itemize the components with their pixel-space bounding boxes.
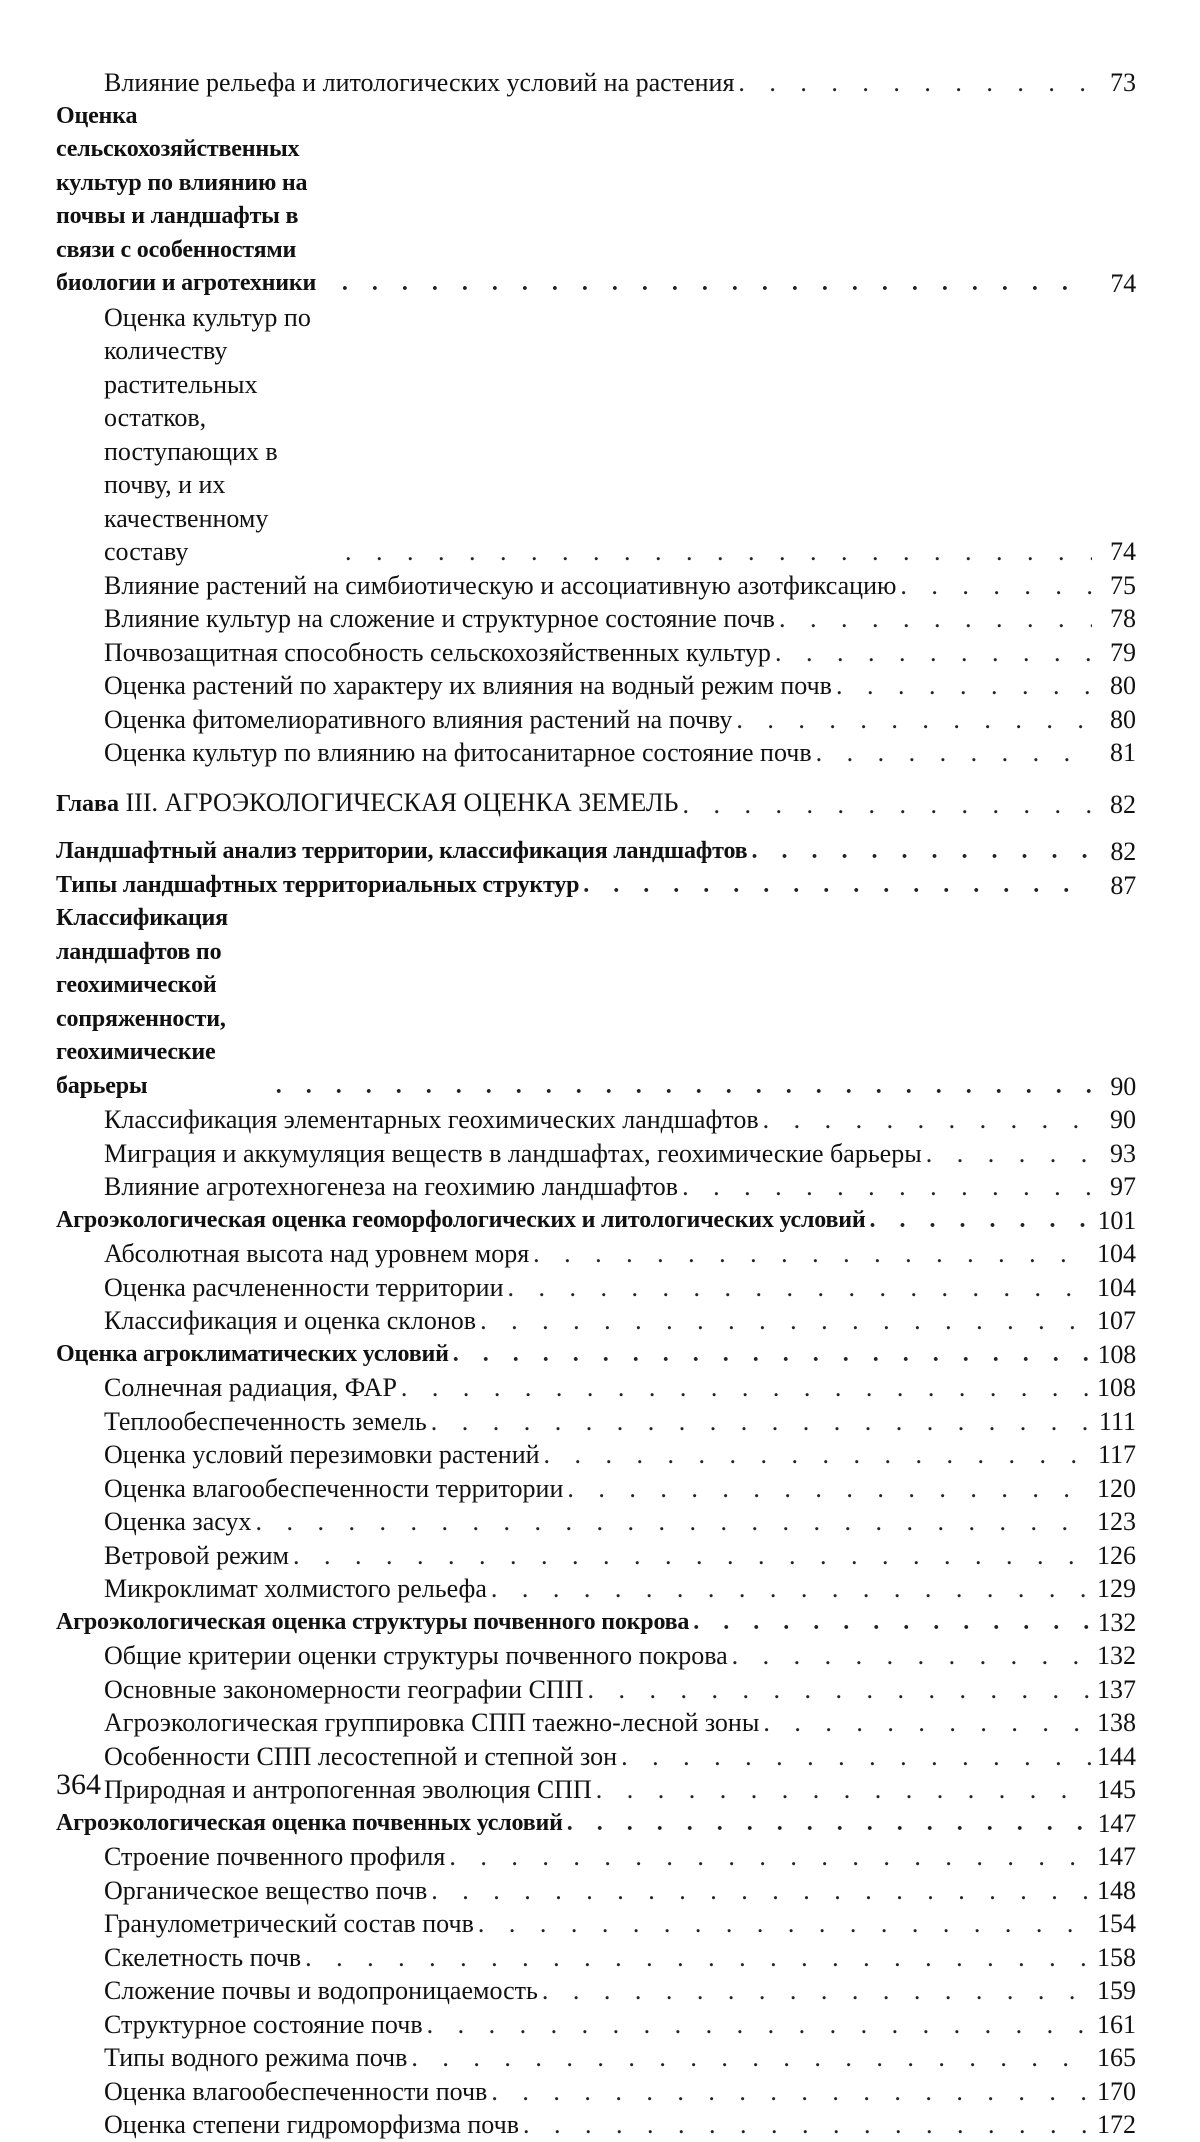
- dot-leader: [491, 2075, 1091, 2109]
- toc-entry: [56, 736, 1136, 770]
- dot-leader: [453, 1338, 1092, 1372]
- dot-leader: [682, 788, 1092, 822]
- dot-leader: [542, 1974, 1091, 2008]
- toc-entry-page: 120: [1097, 1472, 1136, 1506]
- chapter-title: [56, 786, 678, 822]
- toc-entry-title: Влияние рельефа и литологических условий на растения: [104, 66, 734, 100]
- toc-entry: [56, 1740, 1136, 1774]
- toc-entry-title: Строение почвенного профиля: [104, 1840, 445, 1874]
- dot-leader: [900, 569, 1092, 603]
- toc-entry-page: 165: [1097, 2041, 1136, 2075]
- toc-entry: [56, 1271, 1136, 1305]
- dot-leader: [507, 1271, 1091, 1305]
- toc-entry: [56, 1405, 1136, 1439]
- toc-entry-title: Структурное состояние почв: [104, 2008, 423, 2042]
- toc-entry: [56, 1773, 1136, 1807]
- dot-leader: [544, 1438, 1092, 1472]
- toc-entry-page: 126: [1097, 1539, 1136, 1573]
- toc-entry: [56, 703, 1136, 737]
- toc-entry-page: 104: [1097, 1237, 1136, 1271]
- toc-entry-page: 158: [1097, 1941, 1136, 1975]
- toc-entry-page: 74: [1098, 535, 1136, 569]
- toc-entry-title: Оценка влагообеспеченности почв: [104, 2075, 487, 2109]
- toc-entry-page: 93: [1098, 1137, 1136, 1171]
- toc-entry: [56, 1371, 1136, 1405]
- toc-entry: [56, 1639, 1136, 1673]
- dot-leader: [736, 703, 1092, 737]
- toc-entry: [56, 1539, 1136, 1573]
- toc-entry-title: Оценка влагообеспеченности территории: [104, 1472, 563, 1506]
- toc-entry: [56, 2108, 1136, 2142]
- toc-entry-page: 132: [1098, 1606, 1136, 1640]
- toc-entry: [56, 66, 1136, 100]
- toc-entry-page: 90: [1098, 1070, 1136, 1104]
- toc-entry-page: 82: [1098, 835, 1136, 869]
- dot-leader: [480, 1304, 1091, 1338]
- table-of-contents: [56, 66, 1136, 2142]
- toc-entry-title: Оценка растений по характеру их влияния на водный режим почв: [104, 669, 832, 703]
- toc-entry: [56, 2075, 1136, 2109]
- toc-entry: [56, 2041, 1136, 2075]
- toc-chapter-entry: [56, 788, 1136, 822]
- toc-entry-page: 97: [1098, 1170, 1136, 1204]
- page-number: 364: [56, 1768, 101, 1802]
- toc-entry-page: 108: [1098, 1338, 1136, 1372]
- dot-leader: [491, 1572, 1091, 1606]
- dot-leader: [342, 267, 1092, 301]
- chapter-label: Глава: [56, 791, 119, 817]
- toc-entry-page: 75: [1098, 569, 1136, 603]
- toc-entry-page: 81: [1098, 736, 1136, 770]
- toc-entry-page: 73: [1098, 66, 1136, 100]
- toc-entry: [56, 1505, 1136, 1539]
- toc-entry-page: 137: [1097, 1673, 1136, 1707]
- toc-entry-page: 154: [1097, 1907, 1136, 1941]
- toc-entry-page: 107: [1097, 1304, 1136, 1338]
- toc-entry-page: 159: [1097, 1974, 1136, 2008]
- toc-entry-title: Оценка засух: [104, 1505, 251, 1539]
- dot-leader: [775, 636, 1092, 670]
- dot-leader: [533, 1237, 1091, 1271]
- dot-leader: [682, 1170, 1092, 1204]
- dot-leader: [738, 66, 1092, 100]
- toc-entry: [56, 1974, 1136, 2008]
- toc-entry-title: Оценка фитомелиоративного влияния растений на почву: [104, 703, 732, 737]
- toc-entry-title: Особенности СПП лесостепной и степной зон: [104, 1740, 617, 1774]
- toc-entry: [56, 100, 1136, 301]
- toc-entry-title: Почвозащитная способность сельскохозяйственных культур: [104, 636, 771, 670]
- dot-leader: [411, 2041, 1091, 2075]
- toc-entry: [56, 1204, 1136, 1238]
- toc-entry-page: 145: [1097, 1773, 1136, 1807]
- dot-leader: [763, 1103, 1092, 1137]
- toc-entry-page: 144: [1097, 1740, 1136, 1774]
- toc-entry-page: 148: [1097, 1874, 1136, 1908]
- toc-entry-page: 90: [1098, 1103, 1136, 1137]
- toc-entry-page: 111: [1098, 1405, 1136, 1439]
- dot-leader: [567, 1807, 1092, 1841]
- toc-entry: [56, 1170, 1136, 1204]
- toc-entry: [56, 1472, 1136, 1506]
- toc-entry: [56, 1606, 1136, 1640]
- toc-entry: [56, 902, 1136, 1103]
- dot-leader: [763, 1706, 1091, 1740]
- toc-entry-title: Теплообеспеченность земель: [104, 1405, 427, 1439]
- toc-entry-title: Классификация и оценка склонов: [104, 1304, 476, 1338]
- toc-entry: [56, 1874, 1136, 1908]
- toc-entry-title: Органическое вещество почв: [104, 1874, 427, 1908]
- toc-entry-page: 123: [1097, 1505, 1136, 1539]
- dot-leader: [431, 1874, 1091, 1908]
- dot-leader: [751, 835, 1092, 869]
- toc-entry-page: 161: [1097, 2008, 1136, 2042]
- toc-entry: [56, 1941, 1136, 1975]
- dot-leader: [478, 1907, 1091, 1941]
- toc-entry-title: Оценка агроклиматических условий: [56, 1338, 449, 1372]
- toc-entry: [56, 301, 1136, 569]
- toc-entry-page: 117: [1098, 1438, 1136, 1472]
- toc-entry-title: Агроэкологическая оценка структуры почвенного покрова: [56, 1606, 689, 1640]
- toc-entry-page: 79: [1098, 636, 1136, 670]
- toc-entry-title: Микроклимат холмистого рельефа: [104, 1572, 487, 1606]
- toc-entry-title: Оценка условий перезимовки растений: [104, 1438, 540, 1472]
- dot-leader: [587, 1673, 1091, 1707]
- toc-entry-page: 170: [1097, 2075, 1136, 2109]
- toc-entry-title: Оценка сельскохозяйственных культур по влиянию на почвы и ландшафты в связи с особенностями биологии и агротехники: [56, 100, 338, 301]
- toc-entry-page: 80: [1098, 669, 1136, 703]
- toc-entry-title: Агроэкологическая оценка геоморфологических и литологических условий: [56, 1204, 865, 1238]
- toc-entry-title: Ландшафтный анализ территории, классификация ландшафтов: [56, 835, 747, 869]
- toc-entry-title: Оценка расчлененности территории: [104, 1271, 503, 1305]
- dot-leader: [401, 1371, 1091, 1405]
- toc-entry-title: Типы ландшафтных территориальных структур: [56, 869, 579, 903]
- toc-entry-page: 87: [1098, 869, 1136, 903]
- dot-leader: [583, 869, 1092, 903]
- toc-entry-title: Классификация элементарных геохимических ландшафтов: [104, 1103, 759, 1137]
- toc-entry-title: Солнечная радиация, ФАР: [104, 1371, 397, 1405]
- toc-entry-title: Агроэкологическая группировка СПП таежно-лесной зоны: [104, 1706, 759, 1740]
- toc-entry-page: 138: [1097, 1706, 1136, 1740]
- toc-entry-title: Классификация ландшафтов по геохимической сопряженности, геохимические барьеры: [56, 902, 272, 1103]
- toc-entry-page: 132: [1097, 1639, 1136, 1673]
- toc-entry: [56, 1807, 1136, 1841]
- toc-entry: [56, 869, 1136, 903]
- toc-entry: [56, 636, 1136, 670]
- toc-entry: [56, 1907, 1136, 1941]
- dot-leader: [926, 1137, 1092, 1171]
- toc-entry: [56, 1673, 1136, 1707]
- toc-entry-title: Влияние растений на симбиотическую и ассоциативную азотфиксацию: [104, 569, 896, 603]
- toc-entry-title: Основные закономерности географии СПП: [104, 1673, 583, 1707]
- toc-entry-title: Скелетность почв: [104, 1941, 301, 1975]
- toc-entry-title: Влияние агротехногенеза на геохимию ландшафтов: [104, 1170, 678, 1204]
- toc-entry-page: 172: [1097, 2108, 1136, 2142]
- dot-leader: [255, 1505, 1091, 1539]
- toc-entry-page: 147: [1097, 1840, 1136, 1874]
- dot-leader: [567, 1472, 1091, 1506]
- dot-leader: [276, 1070, 1092, 1104]
- toc-entry: [56, 1840, 1136, 1874]
- toc-entry-title: Оценка степени гидроморфизма почв: [104, 2108, 519, 2142]
- toc-entry-title: Природная и антропогенная эволюция СПП: [104, 1773, 592, 1807]
- toc-entry-page: 147: [1098, 1807, 1136, 1841]
- toc-entry-page: 129: [1097, 1572, 1136, 1606]
- dot-leader: [836, 669, 1092, 703]
- toc-entry: [56, 602, 1136, 636]
- dot-leader: [621, 1740, 1091, 1774]
- toc-entry: [56, 835, 1136, 869]
- dot-leader: [816, 736, 1092, 770]
- toc-entry: [56, 1237, 1136, 1271]
- toc-entry-page: 78: [1098, 602, 1136, 636]
- dot-leader: [693, 1606, 1091, 1640]
- toc-entry: [56, 1338, 1136, 1372]
- dot-leader: [431, 1405, 1092, 1439]
- toc-entry: [56, 1137, 1136, 1171]
- toc-entry-title: Ветровой режим: [104, 1539, 289, 1573]
- toc-entry: [56, 1103, 1136, 1137]
- toc-entry: [56, 1438, 1136, 1472]
- toc-entry: [56, 1572, 1136, 1606]
- toc-entry-title: Влияние культур на сложение и структурное состояние почв: [104, 602, 775, 636]
- toc-entry-title: Оценка культур по количеству растительных остатков, поступающих в почву, и их качественному составу: [104, 301, 341, 569]
- dot-leader: [596, 1773, 1091, 1807]
- toc-entry-page: 74: [1098, 267, 1136, 301]
- toc-entry: [56, 669, 1136, 703]
- toc-entry-title: Типы водного режима почв: [104, 2041, 407, 2075]
- dot-leader: [732, 1639, 1091, 1673]
- dot-leader: [427, 2008, 1091, 2042]
- toc-entry-title: Миграция и аккумуляция веществ в ландшафтах, геохимические барьеры: [104, 1137, 922, 1171]
- dot-leader: [305, 1941, 1091, 1975]
- dot-leader: [523, 2108, 1091, 2142]
- toc-entry-title: Абсолютная высота над уровнем моря: [104, 1237, 529, 1271]
- dot-leader: [293, 1539, 1091, 1573]
- toc-entry-page: 104: [1097, 1271, 1136, 1305]
- toc-entry-page: 82: [1098, 788, 1136, 822]
- toc-entry: [56, 1304, 1136, 1338]
- toc-entry-title: Агроэкологическая оценка почвенных условий: [56, 1807, 563, 1841]
- toc-entry: [56, 569, 1136, 603]
- chapter-heading: III. АГРОЭКОЛОГИЧЕСКАЯ ОЦЕНКА ЗЕМЕЛЬ: [126, 788, 679, 817]
- dot-leader: [779, 602, 1092, 636]
- toc-entry: [56, 1706, 1136, 1740]
- toc-entry-page: 108: [1097, 1371, 1136, 1405]
- dot-leader: [345, 535, 1092, 569]
- toc-entry-title: Сложение почвы и водопроницаемость: [104, 1974, 538, 2008]
- toc-entry-title: Общие критерии оценки структуры почвенного покрова: [104, 1639, 728, 1673]
- toc-entry: [56, 2008, 1136, 2042]
- toc-entry-title: Гранулометрический состав почв: [104, 1907, 474, 1941]
- dot-leader: [449, 1840, 1091, 1874]
- toc-entry-title: Оценка культур по влиянию на фитосанитарное состояние почв: [104, 736, 812, 770]
- toc-entry-page: 80: [1098, 703, 1136, 737]
- dot-leader: [869, 1204, 1091, 1238]
- toc-entry-page: 101: [1098, 1204, 1136, 1238]
